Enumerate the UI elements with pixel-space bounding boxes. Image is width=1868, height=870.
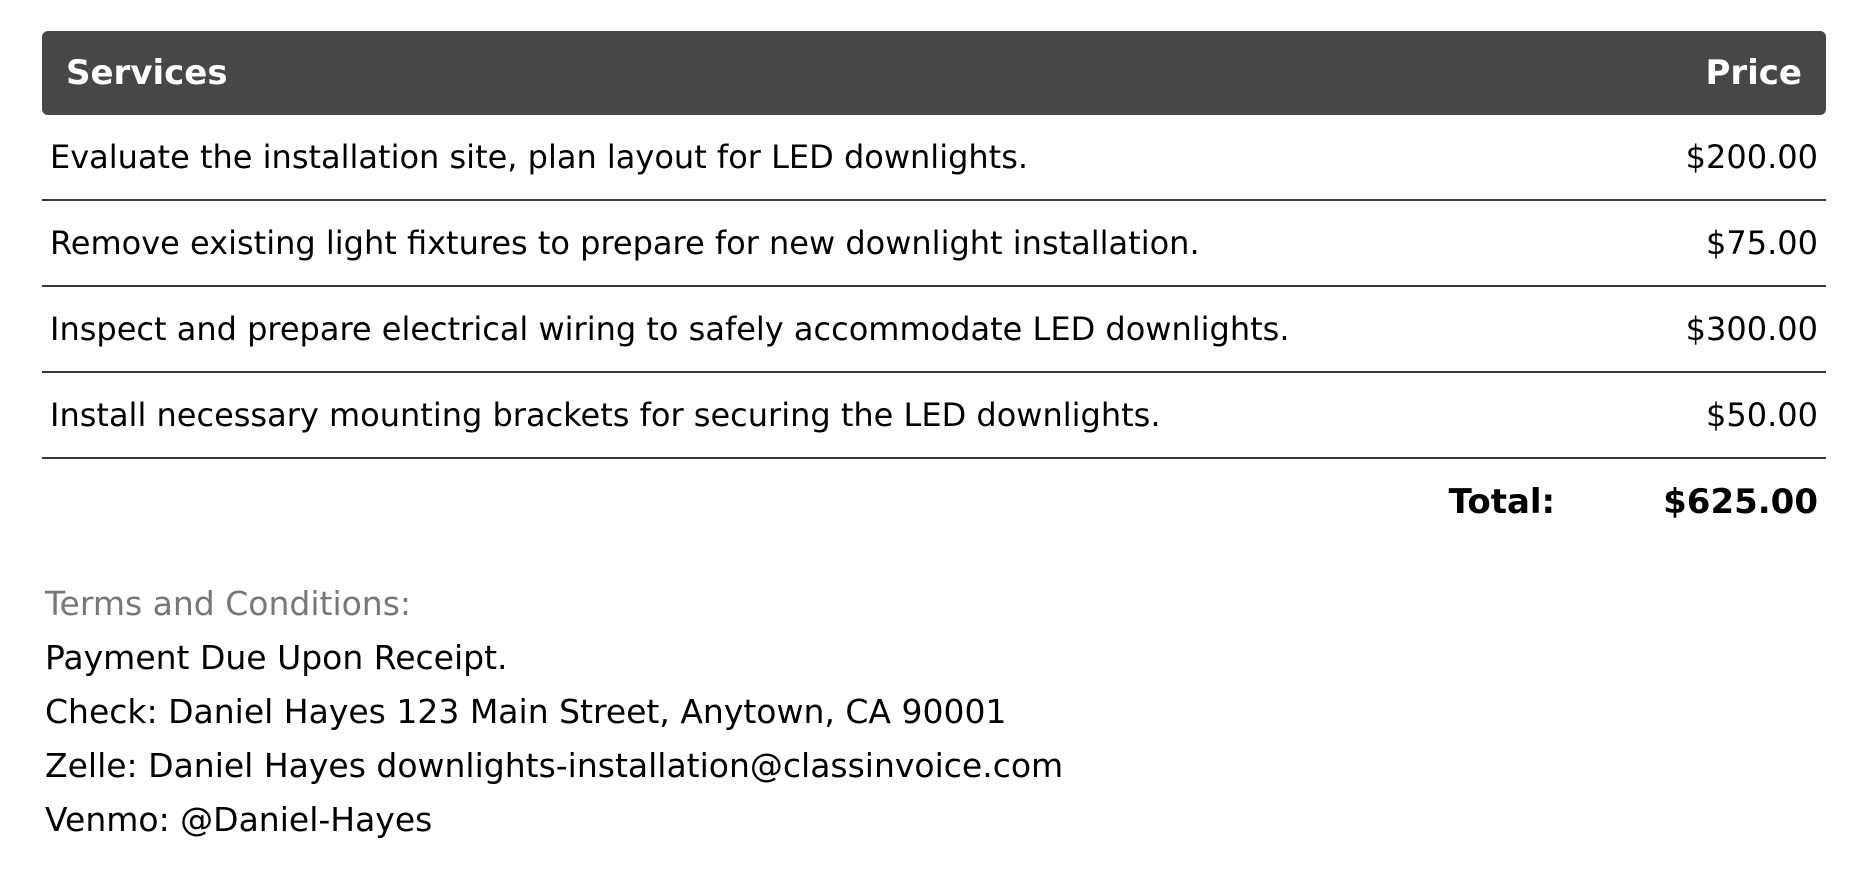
table-row xyxy=(42,287,1826,373)
service-price: $200.00 xyxy=(1685,138,1818,176)
services-table xyxy=(42,31,1826,545)
zelle-payment-line: Zelle: Daniel Hayes downlights-installation@classinvoice.com xyxy=(45,746,1064,785)
total-label: Total: xyxy=(1448,482,1556,522)
price-column-header: Price xyxy=(1705,53,1802,93)
service-description: Evaluate the installation site, plan layout for LED downlights. xyxy=(50,138,1029,176)
check-payment-line: Check: Daniel Hayes 123 Main Street, Anytown, CA 90001 xyxy=(45,692,1007,731)
table-row xyxy=(42,201,1826,287)
table-header xyxy=(42,31,1826,115)
service-price: $50.00 xyxy=(1706,396,1818,434)
services-column-header: Services xyxy=(66,53,228,93)
service-price: $75.00 xyxy=(1706,224,1818,262)
table-row xyxy=(42,373,1826,459)
service-price: $300.00 xyxy=(1685,310,1818,348)
table-row xyxy=(42,115,1826,201)
total-row xyxy=(42,459,1826,545)
service-description: Inspect and prepare electrical wiring to safely accommodate LED downlights. xyxy=(50,310,1290,348)
venmo-payment-line: Venmo: @Daniel-Hayes xyxy=(45,800,433,839)
terms-section xyxy=(45,577,1063,847)
payment-due-line: Payment Due Upon Receipt. xyxy=(45,638,508,677)
total-value: $625.00 xyxy=(1663,482,1818,522)
service-description: Remove existing light fixtures to prepare for new downlight installation. xyxy=(50,224,1200,262)
service-description: Install necessary mounting brackets for securing the LED downlights. xyxy=(50,396,1161,434)
terms-title: Terms and Conditions: xyxy=(45,584,412,623)
